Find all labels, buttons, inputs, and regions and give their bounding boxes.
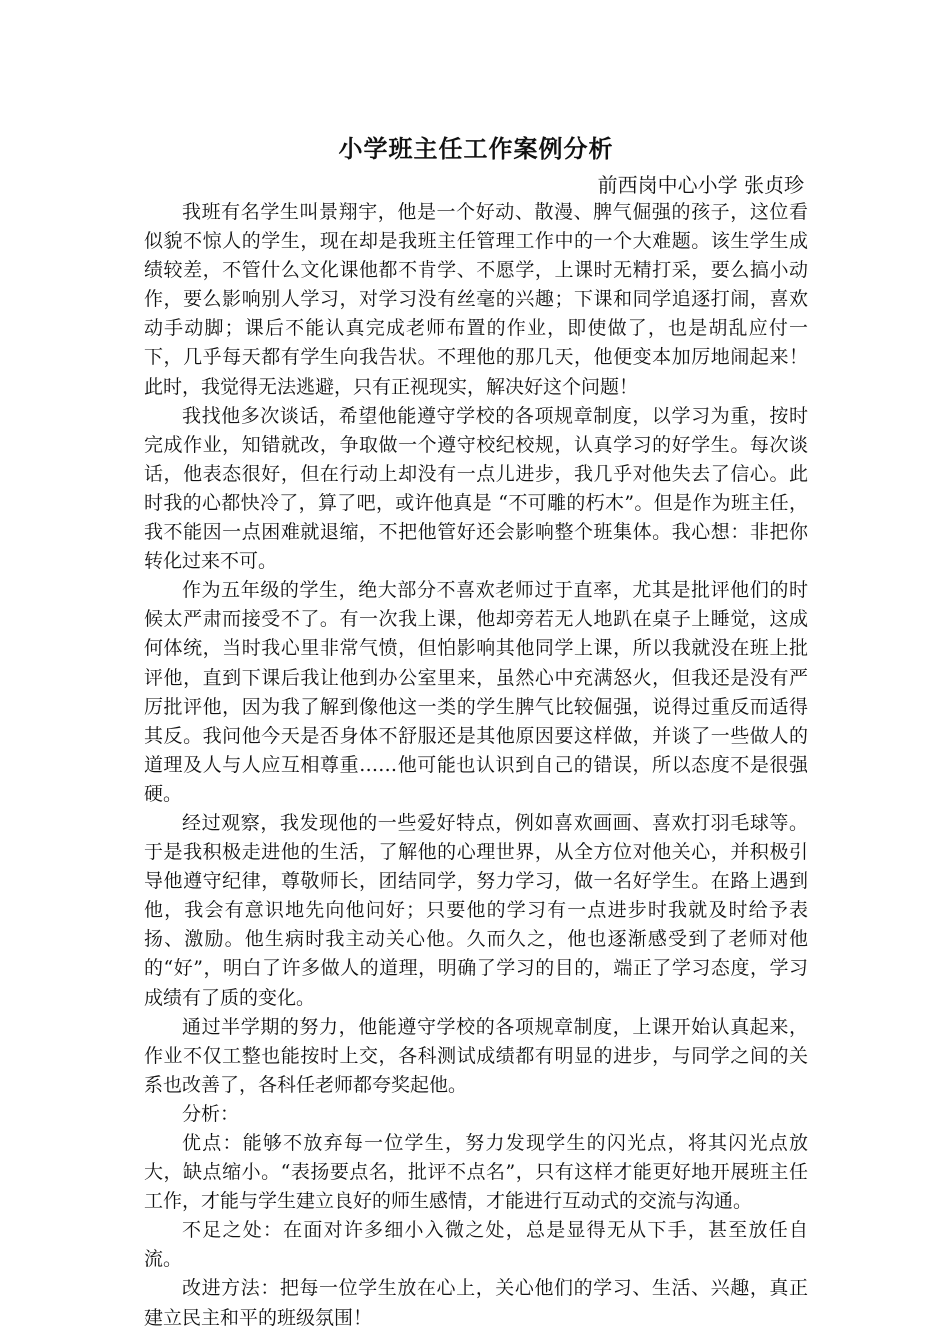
paragraph-2: 我找他多次谈话，希望他能遵守学校的各项规章制度，以学习为重，按时完成作业，知错就改，争取做一个遵守校纪校规，认真学习的好学生。每次谈话，他表态很好，但在行动上却没有一点儿进步，我几乎对他失去了信心。此时我的心都快冷了，算了吧，或许他真是 “不可雕的朽木”。但是作为班主任，我不能因一点困难就退缩，不把他管好还会影响整个班集体。我心想：非把你转化过来不可。 [144,404,808,573]
strengths-paragraph: 优点：能够不放弃每一位学生，努力发现学生的闪光点，将其闪光点放大，缺点缩小。“表扬要点名，批评不点名”，只有这样才能更好地开展班主任工作，才能与学生建立良好的师生感情，才能进行互动式的交流与沟通。 [144,1132,808,1213]
paragraph-1: 我班有名学生叫景翔宇，他是一个好动、散漫、脾气倔强的孩子，这位看似貌不惊人的学生，现在却是我班主任管理工作中的一个大难题。该生学生成绩较差，不管什么文化课他都不肯学、不愿学，上课时无精打采，要么搞小动作，要么影响别人学习，对学习没有丝毫的兴趣；下课和同学追逐打闹，喜欢动手动脚；课后不能认真完成老师布置的作业，即使做了，也是胡乱应付一下，几乎每天都有学生向我告状。不理他的那几天，他便变本加厉地闹起来！此时，我觉得无法逃避，只有正视现实，解决好这个问题！ [144,201,808,398]
document-body [144,198,808,1333]
paragraph-3: 作为五年级的学生，绝大部分不喜欢老师过于直率，尤其是批评他们的时候太严肃而接受不了。有一次我上课，他却旁若无人地趴在桌子上睡觉，这成何体统，当时我心里非常气愤，但怕影响其他同学上课，所以我就没在班上批评他，直到下课后我让他到办公室里来，虽然心中充满怒火，但我还是没有严厉批评他，因为我了解到像他这一类的学生脾气比较倔强，说得过重反而适得其反。我问他今天是否身体不舒服还是其他原因要这样做，并谈了一些做人的道理及人与人应互相尊重……他可能也认识到自己的错误，所以态度不是很强硬。 [144,579,808,805]
improvement-paragraph: 改进方法：把每一位学生放在心上，关心他们的学习、生活、兴趣，真正建立民主和平的班级氛围！ [144,1277,808,1329]
document-author: 前西岗中心小学 张贞珍 [597,173,804,197]
paragraph-5: 通过半学期的努力，他能遵守学校的各项规章制度，上课开始认真起来，作业不仅工整也能按时上交，各科测试成绩都有明显的进步，与同学之间的关系也改善了，各科任老师都夸奖起他。 [144,1015,808,1096]
document-page [144,132,808,1333]
analysis-heading: 分析： [182,1102,240,1125]
document-title: 小学班主任工作案例分析 [338,135,614,163]
weaknesses-paragraph: 不足之处：在面对许多细小入微之处，总是显得无从下手，甚至放任自流。 [144,1219,808,1271]
paragraph-4: 经过观察，我发现他的一些爱好特点，例如喜欢画画、喜欢打羽毛球等。于是我积极走进他的生活，了解他的心理世界，从全方位对他关心，并积极引导他遵守纪律，尊敬师长，团结同学，努力学习，做一名好学生。在路上遇到他，我会有意识地先向他问好；只要他的学习有一点进步时我就及时给予表扬、激励。他生病时我主动关心他。久而久之，他也逐渐感受到了老师对他的“好”，明白了许多做人的道理，明确了学习的目的，端正了学习态度，学习成绩有了质的变化。 [144,811,808,1009]
